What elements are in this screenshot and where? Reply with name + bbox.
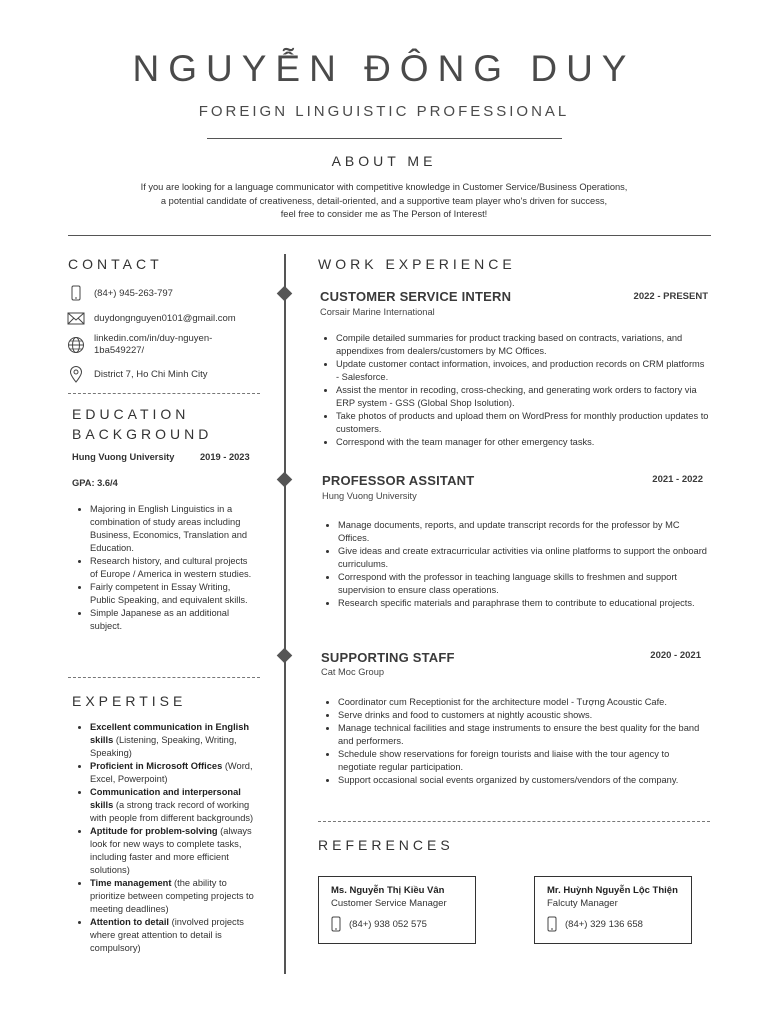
timeline-diamond [277, 286, 293, 302]
expertise-item [90, 877, 262, 916]
expertise-item [90, 760, 262, 786]
education-school: Hung Vuong University [72, 452, 175, 462]
linkedin-line-2: 1ba549227/ [94, 345, 145, 356]
reference-phone [547, 916, 643, 932]
job-duty: • Assist the mentor in recoding, cross-checking, and generating work orders to factory via ERP system - GSS (Global Shop Isolution). [336, 384, 710, 410]
job-duty: • Manage documents, reports, and update transcript records for the professor by MC Offices. [338, 519, 710, 545]
job-duty: • Update customer contact information, invoices, and production records on CRM platforms - Salesforce. [336, 358, 710, 384]
contact-email [66, 307, 266, 329]
reference-phone-text[interactable]: (84+) 938 052 575 [349, 918, 427, 930]
expertise-item-detail: (Listening, Speaking, Writing, Speaking) [90, 735, 237, 758]
job-duty: • Give ideas and create extracurricular activities via online platforms to support the onboard curriculums. [338, 545, 710, 571]
expertise-title: EXPERTISE [72, 693, 187, 709]
expertise-item-bold: Proficient in Microsoft Offices [90, 761, 223, 771]
job-duty: • Serve drinks and food to customers at nightly acoustic shows. [338, 709, 710, 722]
email-icon [66, 309, 86, 327]
expertise-item [90, 825, 262, 877]
about-line: a potential candidate of creativeness, detail-oriented, and a supportive team player who's driven for success, [160, 195, 608, 206]
job-duty: • Research specific materials and paraphrase them to contribute to educational projects. [338, 597, 710, 610]
job-dates: 2022 - PRESENT [633, 291, 708, 302]
job-duty: • Compile detailed summaries for product tracking based on contracts, variations, and appendixes from dealers/customers by MC Offices. [336, 332, 710, 358]
about-title: ABOUT ME [331, 153, 437, 169]
job-duty: • Correspond with the professor in teaching language skills to freshmen and support supervision to ensure class operations. [338, 571, 710, 597]
job-title: CUSTOMER SERVICE INTERN [320, 289, 512, 304]
job-dates: 2020 - 2021 [650, 650, 701, 661]
education-divider [68, 677, 260, 678]
contact-linkedin-text[interactable] [94, 333, 212, 357]
reference-phone-text[interactable]: (84+) 329 136 658 [565, 918, 643, 930]
linkedin-line-1: linkedin.com/in/duy-nguyen- [94, 333, 213, 344]
expertise-item-detail: (a strong track record of working with people from different backgrounds) [90, 800, 254, 823]
reference-role: Customer Service Manager [331, 898, 447, 909]
expertise-item-detail: (involved projects where great attention to detail is compulsory) [90, 917, 244, 953]
expertise-item-bold: Communication and interpersonal skills [90, 787, 241, 810]
education-years: 2019 - 2023 [200, 452, 250, 462]
job-duty: • Support occasional social events organized by customers/vendors of the company. [338, 774, 710, 787]
timeline-diamond [277, 472, 293, 488]
about-divider [68, 235, 711, 236]
expertise-item-detail: (Word, Excel, Powerpoint) [90, 761, 253, 784]
expertise-item-bold: Excellent communication in English skills [90, 722, 250, 745]
education-title [72, 404, 212, 444]
job-duties [320, 696, 710, 787]
education-gpa: GPA: 3.6/4 [72, 478, 118, 488]
contact-phone-text[interactable]: (84+) 945-263-797 [94, 287, 173, 299]
education-item: • Fairly competent in Essay Writing, Public Speaking, and equivalent skills. [90, 581, 257, 607]
education-item: • Research history, and cultural projects of Europe / America in western studies. [90, 555, 257, 581]
reference-card [318, 876, 476, 944]
reference-phone [331, 916, 427, 932]
job-company: Cat Moc Group [321, 667, 385, 677]
references-title: REFERENCES [318, 837, 454, 853]
contact-email-text[interactable]: duydongnguyen0101@gmail.com [94, 312, 236, 324]
work-divider [318, 821, 710, 822]
about-line: If you are looking for a language communicator with competitive knowledge in Customer Service/Business Operations, [140, 182, 628, 192]
expertise-item [90, 916, 262, 955]
phone-icon [331, 916, 341, 932]
expertise-item-bold: Aptitude for problem-solving [90, 826, 218, 836]
expertise-item [90, 721, 262, 760]
contact-phone [66, 282, 266, 304]
contact-divider [68, 393, 260, 394]
job-dates: 2021 - 2022 [652, 474, 703, 485]
job-duty: • Coordinator cum Receptionist for the architecture model - Tượng Acoustic Cafe. [338, 696, 710, 709]
contact-linkedin [66, 332, 266, 358]
job-duty: • Correspond with the team manager for other emergency tasks. [336, 436, 710, 449]
job-company: Hung Vuong University [322, 491, 417, 501]
expertise-item-bold: Time management [90, 878, 172, 888]
header-divider [207, 138, 562, 139]
phone-icon [66, 284, 86, 302]
expertise-item-detail: (always look for new ways to complete tasks, including faster and more efficient solutions) [90, 826, 252, 875]
job-duty: • Schedule show reservations for foreign tourists and liaise with the tour agency to negotiate regular participation. [338, 748, 710, 774]
job-duty: • Manage technical facilities and stage instruments to ensure the best quality for the band and performers. [338, 722, 710, 748]
reference-name: Ms. Nguyễn Thị Kiều Vân [331, 885, 445, 896]
resume-name: NGUYỄN ĐÔNG DUY [132, 48, 636, 89]
work-title: WORK EXPERIENCE [318, 256, 516, 272]
contact-address [66, 363, 266, 385]
expertise-list [72, 721, 262, 955]
expertise-item-detail: (the ability to prioritize between competing projects to meeting deadlines) [90, 878, 254, 914]
globe-icon [66, 336, 86, 354]
education-item: • Majoring in English Linguistics in a combination of study areas including Business, Economics, Translation and Education. [90, 503, 257, 555]
education-title-line-1: EDUCATION [72, 406, 190, 422]
timeline-diamond [277, 648, 293, 664]
job-duties [318, 332, 710, 449]
contact-title: CONTACT [68, 256, 163, 272]
timeline-line [284, 254, 286, 974]
job-company: Corsair Marine International [320, 307, 435, 317]
job-duty: • Take photos of products and upload them on WordPress for monthly production updates to customers. [336, 410, 710, 436]
education-item: • Simple Japanese as an additional subject. [90, 607, 257, 633]
expertise-item [90, 786, 262, 825]
resume-subtitle: FOREIGN LINGUISTIC PROFESSIONAL [198, 103, 570, 120]
phone-icon [547, 916, 557, 932]
contact-address-text: District 7, Ho Chi Minh City [94, 368, 208, 380]
job-title: PROFESSOR ASSITANT [322, 473, 475, 488]
job-duties [320, 519, 710, 610]
location-pin-icon [66, 365, 86, 383]
reference-name: Mr. Huỳnh Nguyễn Lộc Thiện [547, 885, 678, 896]
reference-card [534, 876, 692, 944]
education-list [72, 503, 257, 633]
expertise-item-bold: Attention to detail [90, 917, 170, 927]
job-title: SUPPORTING STAFF [321, 650, 455, 665]
education-title-line-2: BACKGROUND [72, 426, 213, 442]
about-line: feel free to consider me as The Person of Interest! [280, 209, 488, 219]
about-text [90, 181, 678, 222]
reference-role: Falcuty Manager [547, 898, 618, 909]
